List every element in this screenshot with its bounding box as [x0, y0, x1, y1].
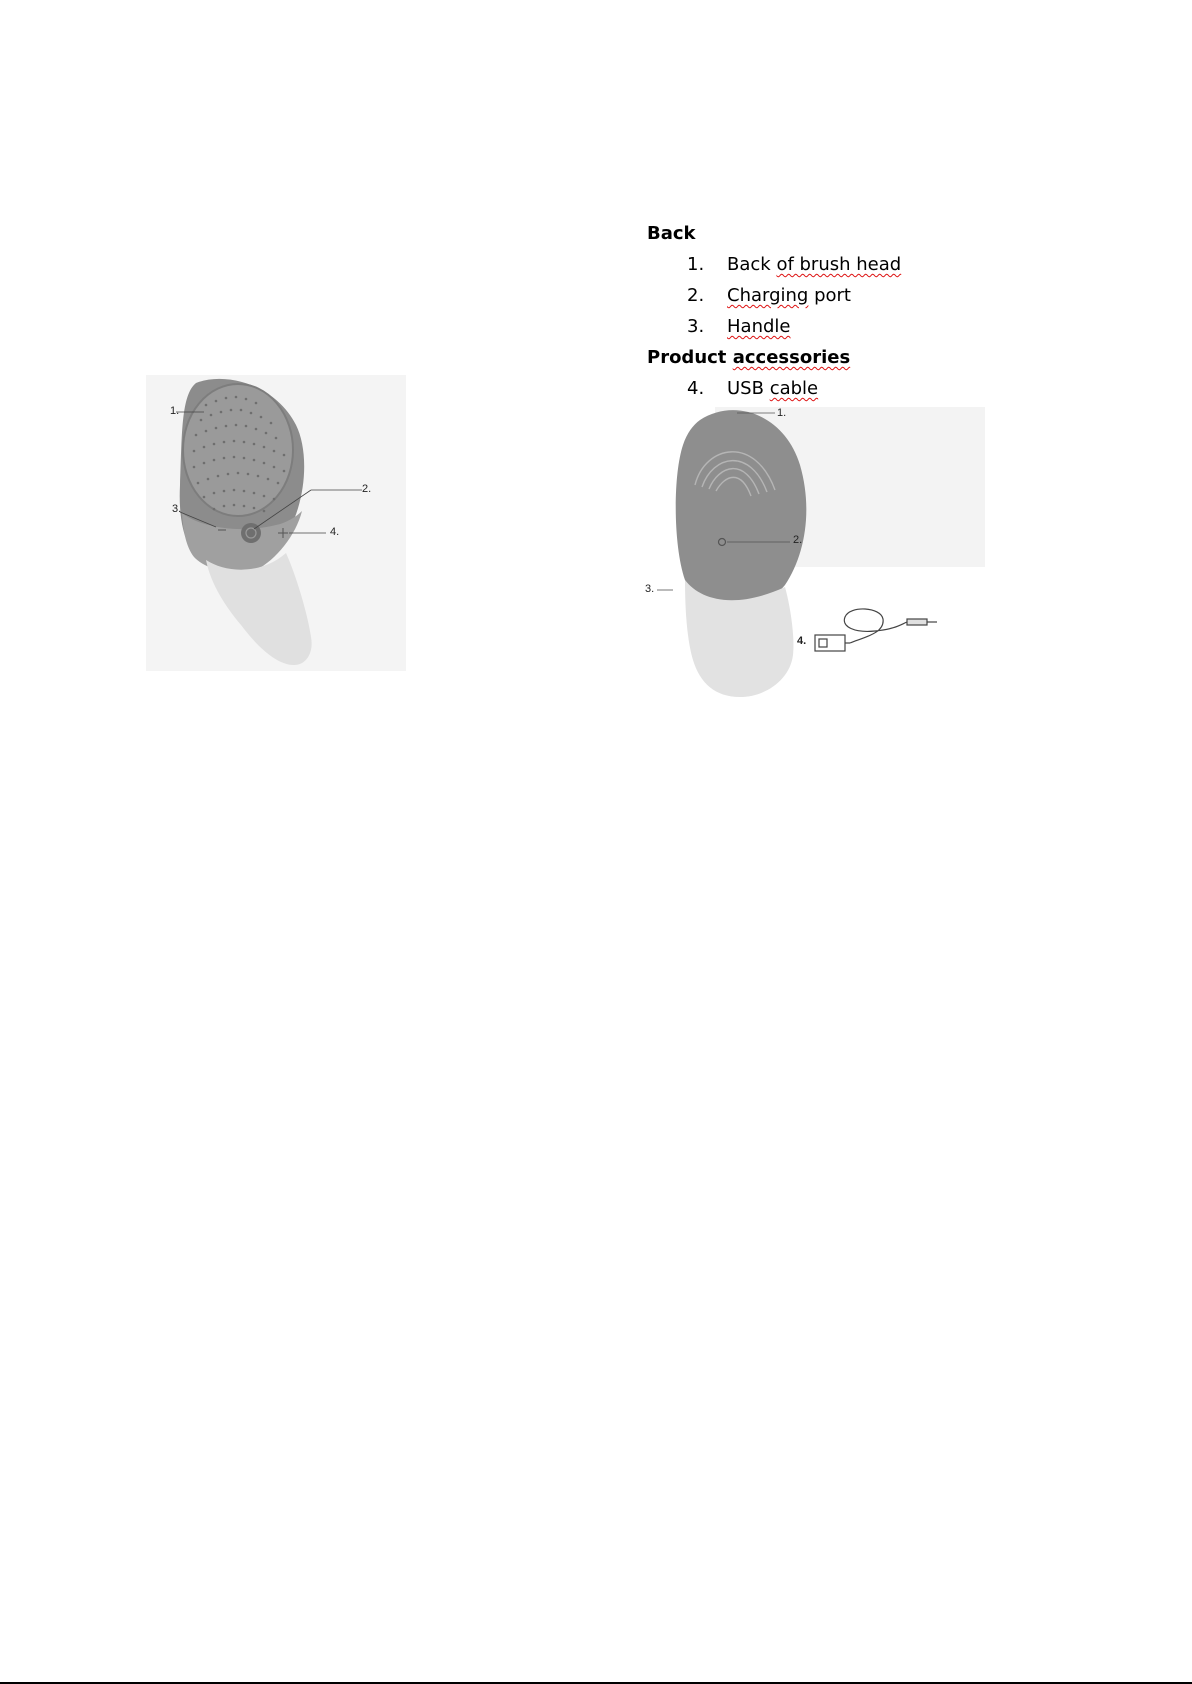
list-item [647, 373, 1067, 404]
front-callout-3: 3. [172, 503, 182, 515]
front-callout-4: 4. [330, 526, 340, 538]
back-callout-4: 4. [797, 635, 807, 647]
accessories-heading: Product accessories [647, 347, 851, 368]
list-label: Handle [727, 316, 791, 337]
back-heading: Back [647, 223, 696, 244]
device-body [676, 410, 807, 605]
list-item [647, 311, 1067, 342]
list-item [647, 280, 1067, 311]
front-callout-2: 2. [362, 483, 372, 495]
back-callout-2: 2. [793, 534, 803, 546]
front-device-illustration [146, 375, 406, 671]
list-number: 3. [687, 316, 705, 337]
back-callout-1: 1. [777, 407, 787, 419]
back-device-figure [645, 405, 985, 705]
front-callout-1: 1. [170, 405, 180, 417]
list-number: 2. [687, 285, 705, 306]
list-number: 4. [687, 378, 705, 399]
list-label: Charging port [727, 285, 851, 306]
front-device-figure [146, 375, 406, 671]
list-label: USB cable [727, 378, 819, 399]
list-number: 1. [687, 254, 705, 275]
back-device-illustration [645, 405, 985, 705]
list-label: Back of brush head [727, 254, 902, 275]
list-item [647, 249, 1067, 280]
brush-head [183, 384, 293, 516]
back-callout-3: 3. [645, 583, 655, 595]
parts-list [647, 218, 1067, 404]
